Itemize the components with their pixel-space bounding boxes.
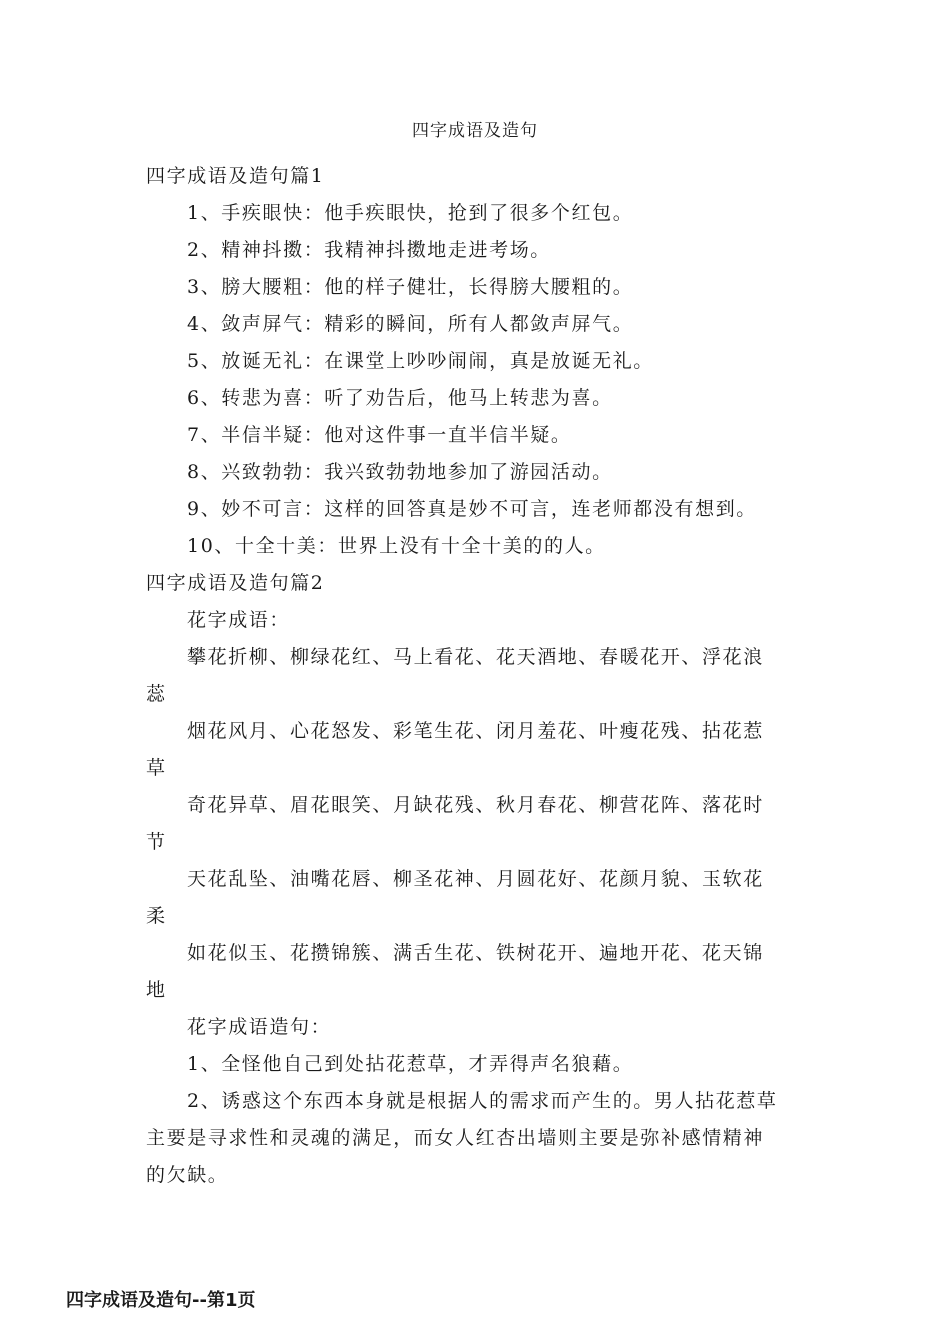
idiom-row-line: 烟花风月、心花怒发、彩笔生花、闭月羞花、叶瘦花残、拈花惹 — [187, 720, 764, 742]
idiom-row-line: 如花似玉、花攒锦簇、满舌生花、铁树花开、遍地开花、花天锦 — [187, 942, 764, 964]
idiom-row — [146, 787, 814, 861]
list-item: 5、放诞无礼：在课堂上吵吵闹闹，真是放诞无礼。 — [187, 350, 654, 372]
idiom-row — [146, 861, 814, 935]
example-sentence-line: 2、诱惑这个东西本身就是根据人的需求而产生的。男人拈花惹草 — [187, 1090, 778, 1112]
idiom-row — [146, 935, 814, 1009]
idiom-row — [146, 713, 814, 787]
document-title: 四字成语及造句 — [412, 121, 538, 141]
list-item: 4、敛声屏气：精彩的瞬间，所有人都敛声屏气。 — [187, 313, 634, 335]
idiom-row-line: 草 — [146, 757, 167, 779]
page-footer: 四字成语及造句--第1页 — [66, 1290, 256, 1311]
idiom-row-line: 奇花异草、眉花眼笑、月缺花残、秋月春花、柳营花阵、落花时 — [187, 794, 764, 816]
idiom-row-line: 攀花折柳、柳绿花红、马上看花、花天酒地、春暖花开、浮花浪 — [187, 646, 764, 668]
list-item: 3、膀大腰粗：他的样子健壮，长得膀大腰粗的。 — [187, 276, 634, 298]
list-item: 10、十全十美：世界上没有十全十美的的人。 — [187, 535, 606, 557]
idiom-row-line: 蕊 — [146, 683, 167, 705]
section-heading: 四字成语及造句篇2 — [146, 572, 325, 594]
idiom-row-line: 天花乱坠、油嘴花唇、柳圣花神、月圆花好、花颜月貌、玉软花 — [187, 868, 764, 890]
list-item: 9、妙不可言：这样的回答真是妙不可言，连老师都没有想到。 — [187, 498, 757, 520]
list-item: 7、半信半疑：他对这件事一直半信半疑。 — [187, 424, 572, 446]
example-sentence-line: 主要是寻求性和灵魂的满足，而女人红杏出墙则主要是弥补感情精神 — [146, 1127, 765, 1149]
idiom-row-line: 节 — [146, 831, 167, 853]
list-item: 6、转悲为喜：听了劝告后，他马上转悲为喜。 — [187, 387, 613, 409]
section-heading: 四字成语及造句篇1 — [146, 165, 325, 187]
document-body — [146, 158, 814, 1194]
idiom-row-line: 柔 — [146, 905, 167, 927]
list-item: 1、手疾眼快：他手疾眼快，抢到了很多个红包。 — [187, 202, 634, 224]
example-sentence — [146, 1083, 814, 1194]
example-sentence: 1、全怪他自己到处拈花惹草，才弄得声名狼藉。 — [187, 1053, 634, 1075]
idiom-row — [146, 639, 814, 713]
idiom-row-line: 地 — [146, 979, 167, 1001]
list-item: 2、精神抖擞：我精神抖擞地走进考场。 — [187, 239, 551, 261]
example-sentence-line: 的欠缺。 — [146, 1164, 229, 1186]
list-item: 8、兴致勃勃：我兴致勃勃地参加了游园活动。 — [187, 461, 613, 483]
sentences-label: 花字成语造句： — [187, 1016, 332, 1038]
idioms-label: 花字成语： — [187, 609, 291, 631]
